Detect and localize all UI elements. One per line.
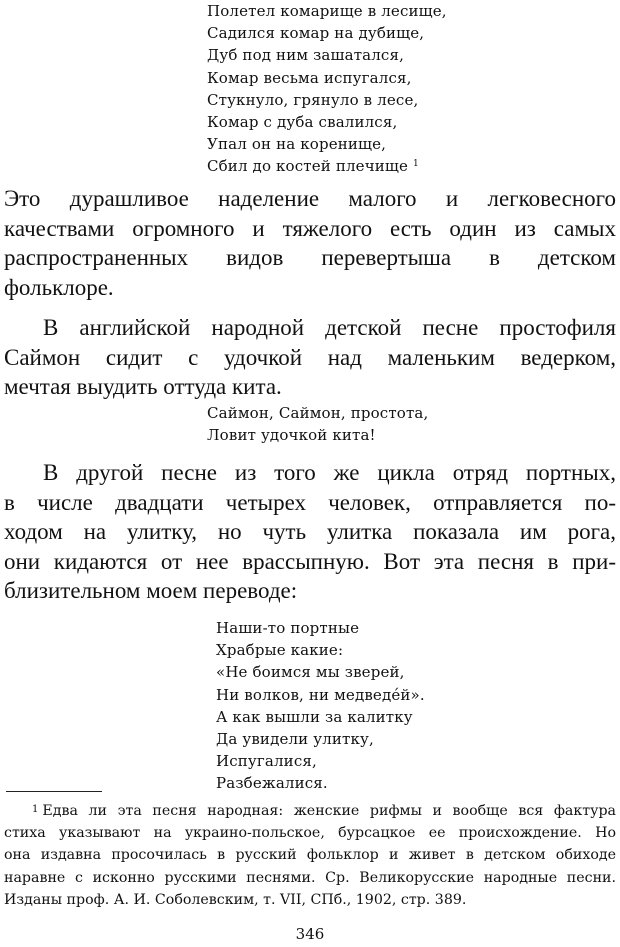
verse-line: Да увидели улитку, <box>216 730 374 749</box>
verse-line: А как вышли за калитку <box>216 707 413 726</box>
verse-line: Комар с дуба свалился, <box>207 113 398 132</box>
paragraph-line: в числе двадцати четырех человек, отправляется по- <box>4 489 616 515</box>
footnote-mark: 1 <box>32 804 39 815</box>
paragraph-line: В другой песне из того же цикла отряд портных, <box>43 460 616 485</box>
paragraph-line: В английской народной детской песне простофиля <box>43 315 616 340</box>
verse-line <box>207 155 447 177</box>
footnote-line: наравне с исконно русскими песнями. Ср. Великорусские народные песни. <box>4 869 616 886</box>
verse-line: Храбрые какие: <box>216 641 344 660</box>
paragraph-line: близительном моем переводе: <box>4 578 298 604</box>
verse-line: Ни волков, ни медведéй». <box>216 685 425 704</box>
paragraph-line: Саймон сидит с удочкой над маленьким ведерком, <box>4 344 616 370</box>
verse-line: Разбежалися. <box>216 774 328 793</box>
verse-mosquito <box>207 0 447 178</box>
verse-line: Полетел комарище в лесище, <box>207 2 447 20</box>
verse-line: «Не боимся мы зверей, <box>216 663 405 682</box>
verse-simon <box>207 402 428 446</box>
verse-line-text: Сбил до костей плечище <box>207 157 409 176</box>
verse-line: Ловит удочкой кита! <box>207 426 376 445</box>
paragraph-line: Это дурашливое наделение малого и легковесного <box>4 186 616 211</box>
page-number: 346 <box>295 925 325 943</box>
verse-line: Испугалися, <box>216 752 317 771</box>
footnote-line <box>4 800 616 822</box>
paragraph-simon <box>4 313 616 402</box>
paragraph-line: мечтая выудить оттуда кита. <box>4 374 282 400</box>
paragraph-line: фольклоре. <box>4 274 114 300</box>
footnote <box>4 800 616 911</box>
footnote-line: Изданы проф. А. И. Соболевским, т. VII, СПб., 1902, стр. 389. <box>4 891 467 908</box>
verse-tailors <box>216 617 425 795</box>
paragraph-perevertysh <box>4 184 616 302</box>
paragraph-tailors <box>4 458 616 606</box>
verse-line: Комар весьма испугался, <box>207 68 412 87</box>
verse-line: Наши-то портные <box>216 619 360 637</box>
verse-line: Саймон, Саймон, простота, <box>207 404 429 422</box>
footnote-reference: 1 <box>412 159 419 170</box>
paragraph-line: распространенных видов перевертыша в детском <box>4 245 616 271</box>
footnote-line: стиха указывают на украино-польское, бурсацкое ее происхождение. Но <box>4 825 616 842</box>
paragraph-line: они кидаются от нее врассыпную. Вот эта песня в при- <box>4 548 616 574</box>
footnote-line: она издавна просочилась в русский фольклор и живет в детском обиходе <box>4 847 616 864</box>
verse-line: Садился комар на дубище, <box>207 24 425 43</box>
paragraph-line: качествами огромного и тяжелого есть один из самых <box>4 215 616 241</box>
verse-line: Упал он на коренище, <box>207 135 387 154</box>
verse-line: Стукнуло, грянуло в лесе, <box>207 90 419 109</box>
paragraph-line: ходом на улитку, но чуть улитка показала им рога, <box>4 519 616 545</box>
footnote-divider <box>6 791 102 792</box>
footnote-line-text: Едва ли эта песня народная: женские рифмы и вообще вся фактура <box>42 803 616 819</box>
verse-line: Дуб под ним зашатался, <box>207 46 404 65</box>
